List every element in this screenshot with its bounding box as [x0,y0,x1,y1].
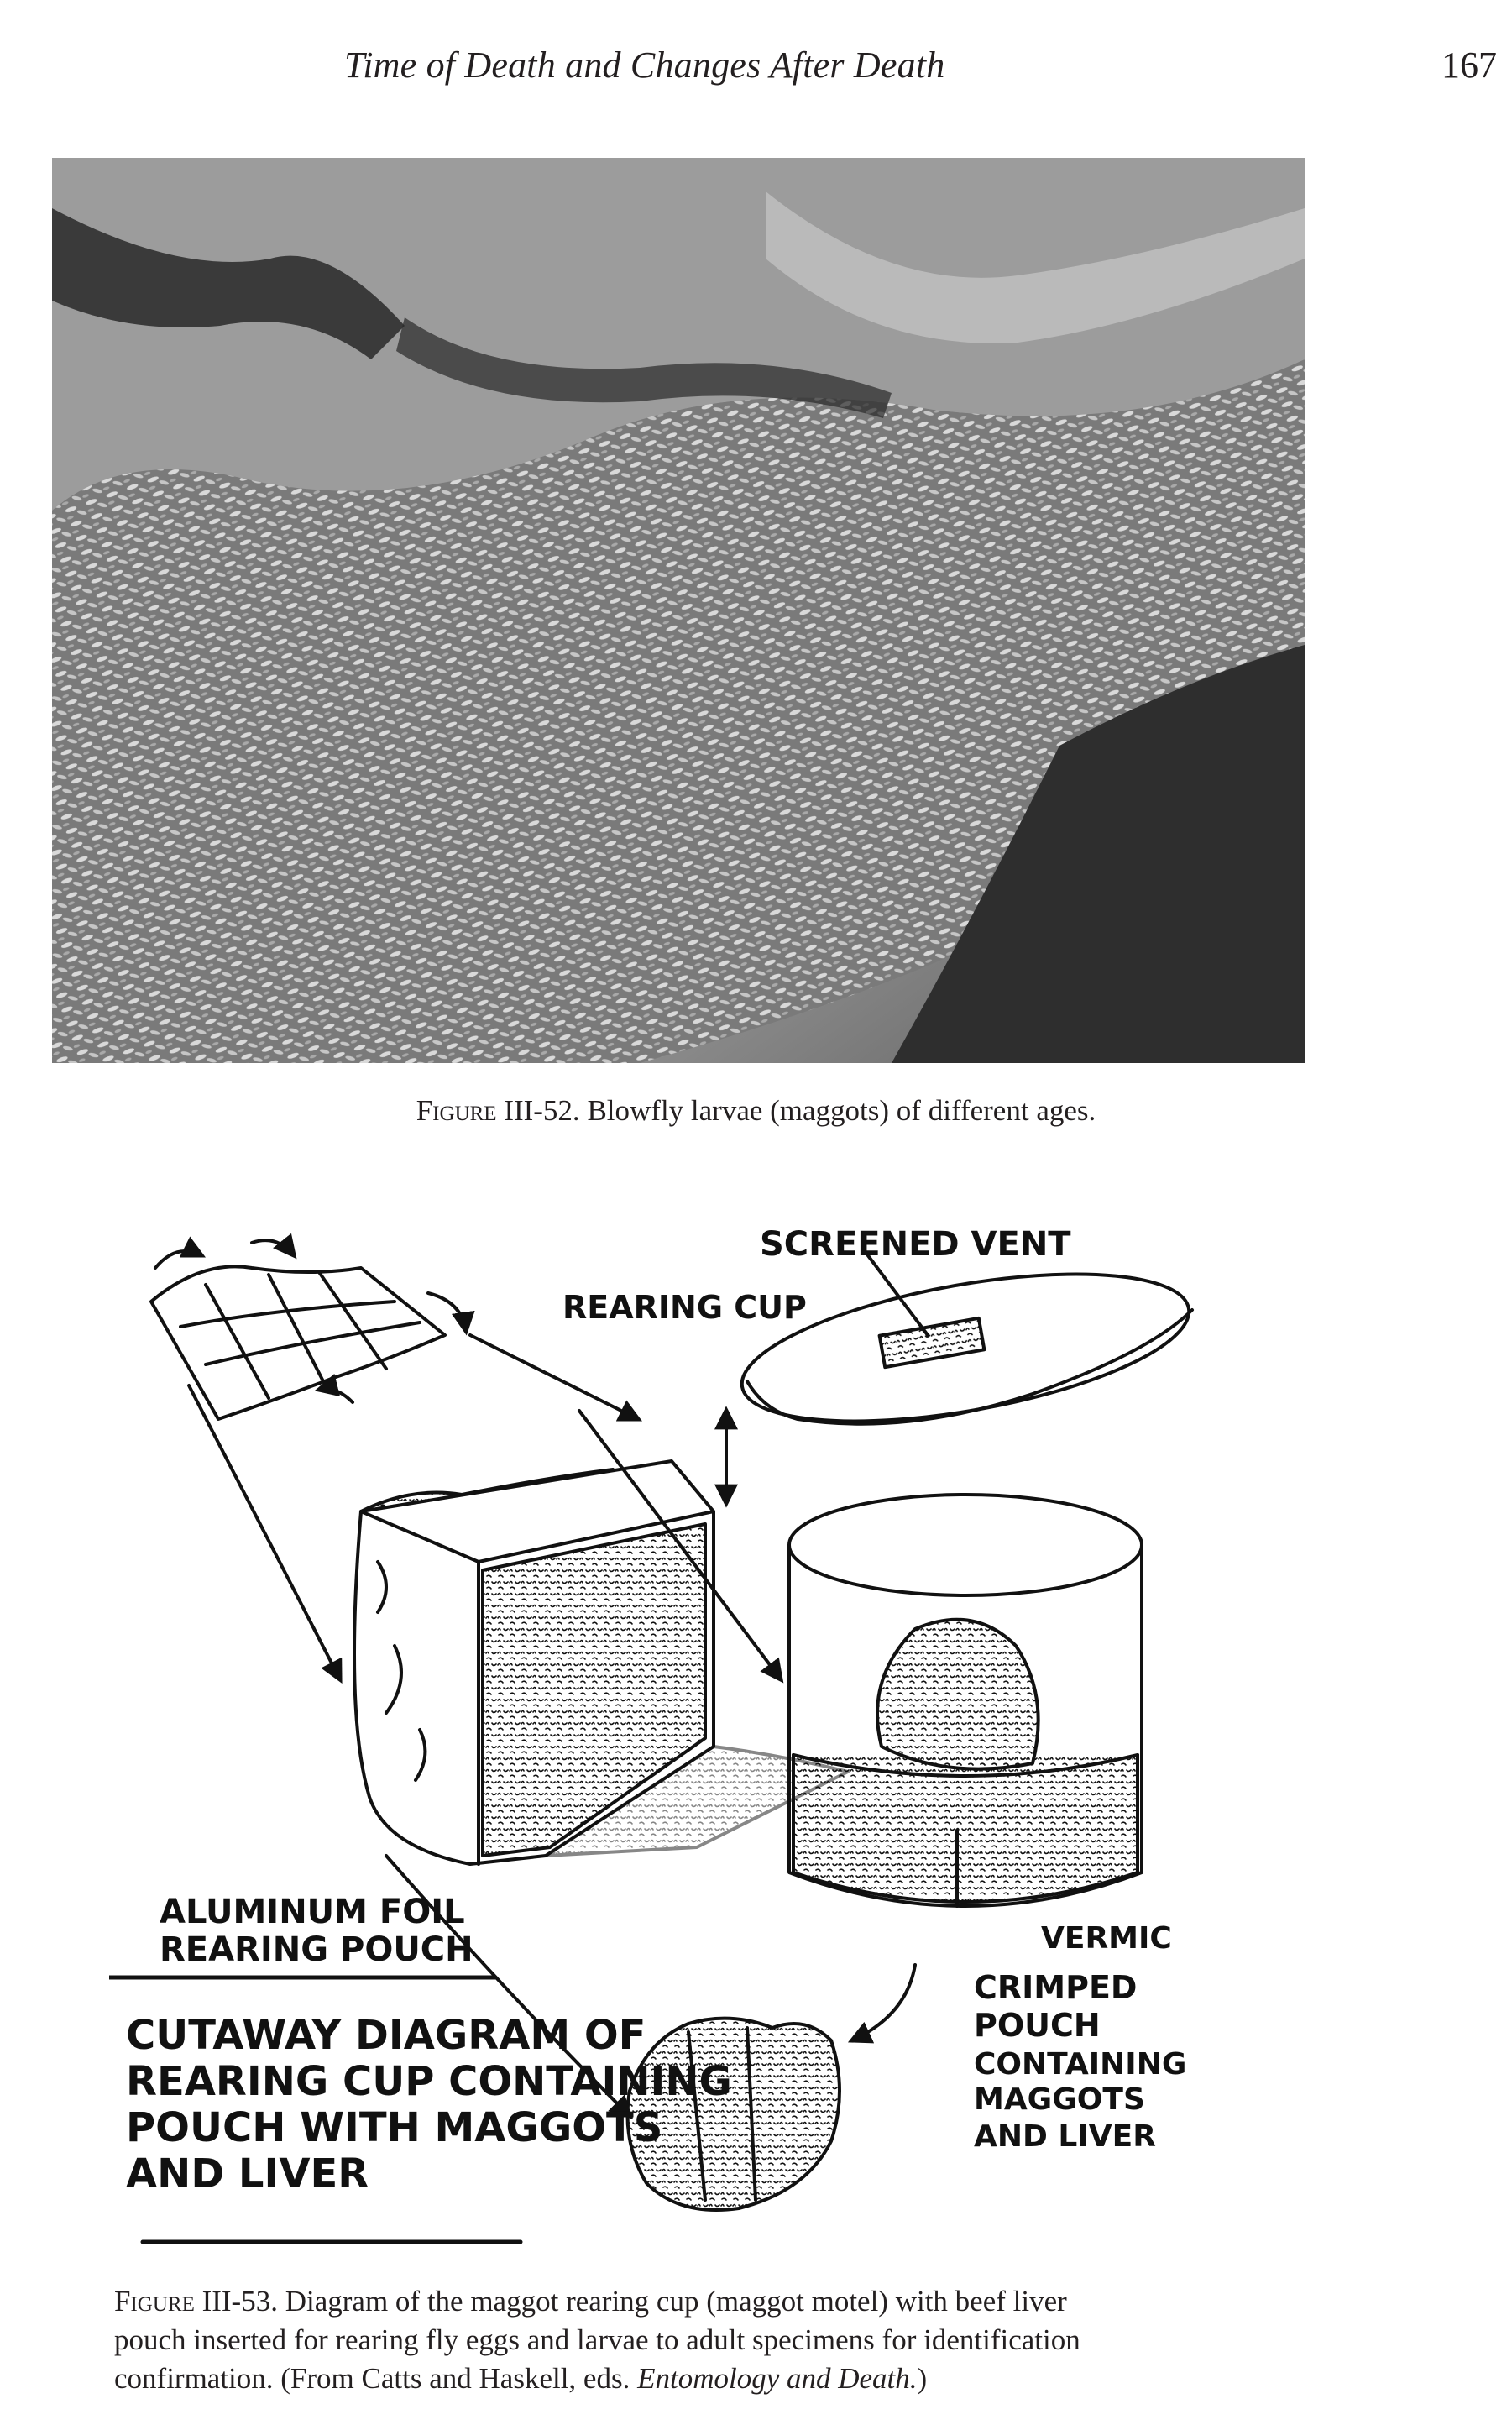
crimped-label-line5: AND LIVER [974,2119,1156,2154]
crimped-label-line4: MAGGOTS [974,2082,1145,2117]
vermic-label: VERMIC [1041,1921,1172,1956]
figure-53-caption [114,2282,1323,2398]
aluminum-foil-label-line1: ALUMINUM FOIL [160,1893,465,1931]
diagram-title-line1: CUTAWAY DIAGRAM OF [126,2012,646,2059]
figure-53-caption-text1: Diagram of the maggot rearing cup (maggot motel) with beef liver [277,2285,1067,2318]
foil-pouch-drawing [354,1461,848,1864]
screened-vent-label: SCREENED VENT [760,1225,1071,1264]
figure-53-caption-line2: pouch inserted for rearing fly eggs and larvae to adult specimens for identification [114,2323,1080,2356]
crimped-label-line3: CONTAINING [974,2047,1187,2082]
diagram-title-line2: REARING CUP CONTAINING [126,2058,732,2105]
figure-53-caption-text3a: confirmation. (From Catts and Haskell, eds. [114,2362,638,2395]
figure-53-caption-line1 [114,2282,1323,2321]
figure-52-label: Figure III-52. [416,1094,580,1127]
figure-52-caption [0,1092,1512,1130]
diagram-title-line3: POUCH WITH MAGGOTS [126,2104,663,2151]
figure-53-caption-line3 [114,2360,1323,2398]
figure-53-caption-text3b: ) [917,2362,928,2395]
aluminum-foil-label-line2: REARING POUCH [160,1930,473,1969]
crimped-label-line2: POUCH [974,2007,1101,2044]
foil-sheet-drawing [151,1240,466,1419]
maggots-photo [52,158,1305,1063]
figure-52-caption-text: Blowfly larvae (maggots) of different ages. [579,1094,1096,1127]
lid-drawing [726,1246,1201,1503]
rearing-cup-diagram [109,1209,1201,2259]
rearing-cup-label: REARING CUP [562,1289,807,1326]
diagram-title-line4: AND LIVER [126,2150,369,2197]
page-number: 167 [1441,45,1497,86]
figure-53-book-title: Entomology and Death. [637,2362,918,2395]
figure-53-label: Figure III-53. [114,2285,278,2318]
crimped-label-line1: CRIMPED [974,1969,1138,2006]
running-head: Time of Death and Changes After Death [344,45,945,86]
